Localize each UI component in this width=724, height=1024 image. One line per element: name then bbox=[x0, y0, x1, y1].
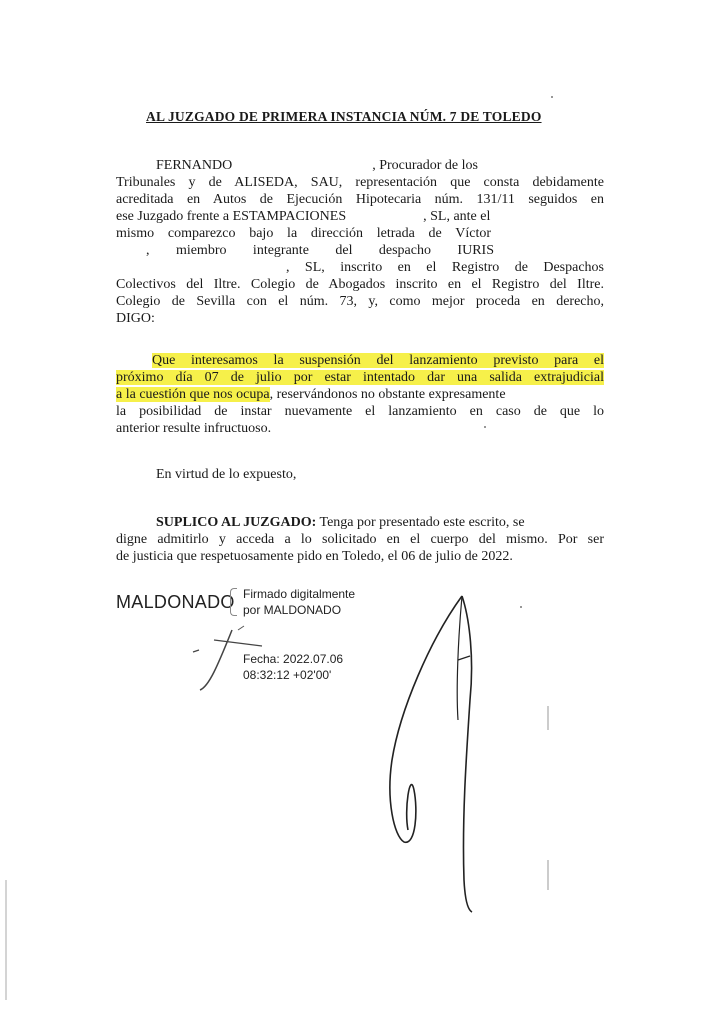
signature-stroke bbox=[458, 656, 470, 660]
signature-scribble bbox=[200, 630, 232, 690]
plea-line: de justicia que respetuosamente pido en Toledo, el 06 de julio de 2022. bbox=[116, 549, 513, 564]
signature-stroke bbox=[457, 596, 462, 720]
intro-line: FERNANDO , Procurador de los bbox=[156, 158, 478, 173]
highlighted-text: Que interesamos la suspensión del lanzamiento previsto para el bbox=[152, 353, 604, 368]
signer-name: MALDONADO bbox=[116, 592, 235, 612]
scan-mark bbox=[484, 426, 486, 428]
highlighted-text: próximo día 07 de julio por estar intentado dar una salida extrajudicial bbox=[116, 370, 604, 385]
intro-line: , miembro integrante del despacho IURIS bbox=[146, 243, 494, 258]
scan-mark bbox=[520, 606, 522, 608]
signed-label: Firmado digitalmente bbox=[243, 587, 356, 601]
document-heading: AL JUZGADO DE PRIMERA INSTANCIA NÚM. 7 DE TOLEDO bbox=[146, 109, 542, 124]
petition-line: la posibilidad de instar nuevamente el lanzamiento en caso de que lo bbox=[116, 404, 604, 419]
plea-line: SUPLICO AL JUZGADO: Tenga por presentado este escrito, se bbox=[156, 515, 525, 530]
signature-scribble bbox=[238, 626, 244, 630]
intro-line: Colegio de Sevilla con el núm. 73, y, como mejor proceda en derecho, bbox=[116, 294, 604, 309]
intro-line: DIGO: bbox=[116, 311, 155, 326]
signature-stroke bbox=[462, 596, 472, 912]
petition-line: anterior resulte infructuoso. bbox=[116, 421, 272, 436]
highlighted-text: a la cuestión que nos ocupa bbox=[116, 387, 270, 402]
intro-line: acreditada en Autos de Ejecución Hipotecaria núm. 131/11 seguidos en bbox=[116, 192, 604, 207]
petition-line: a la cuestión que nos ocupa, reservándonos no obstante expresamente bbox=[116, 387, 506, 402]
signed-by: por MALDONADO bbox=[243, 603, 342, 617]
signature-scribble bbox=[193, 650, 199, 652]
intro-line: ese Juzgado frente a ESTAMPACIONES , SL, ante el bbox=[116, 209, 491, 224]
signature-scribble bbox=[214, 640, 262, 646]
signature-time: 08:32:12 +02'00' bbox=[243, 668, 332, 682]
intro-line: Colectivos del Iltre. Colegio de Abogados inscrito en el Registro del Iltre. bbox=[116, 277, 604, 292]
signature-date: Fecha: 2022.07.06 bbox=[243, 652, 344, 666]
intro-line: mismo comparezco bajo la dirección letrada de Víctor bbox=[116, 226, 491, 241]
signature-stroke bbox=[390, 596, 462, 842]
scan-mark bbox=[551, 96, 553, 98]
transition-text: En virtud de lo expuesto, bbox=[156, 467, 297, 482]
plea-line: digne admitirlo y acceda a lo solicitado en el cuerpo del mismo. Por ser bbox=[116, 532, 604, 547]
plea-label: SUPLICO AL JUZGADO: bbox=[156, 515, 317, 530]
intro-line: Tribunales y de ALISEDA, SAU, representación que consta debidamente bbox=[116, 175, 604, 190]
intro-line: , SL, inscrito en el Registro de Despachos bbox=[286, 260, 604, 275]
